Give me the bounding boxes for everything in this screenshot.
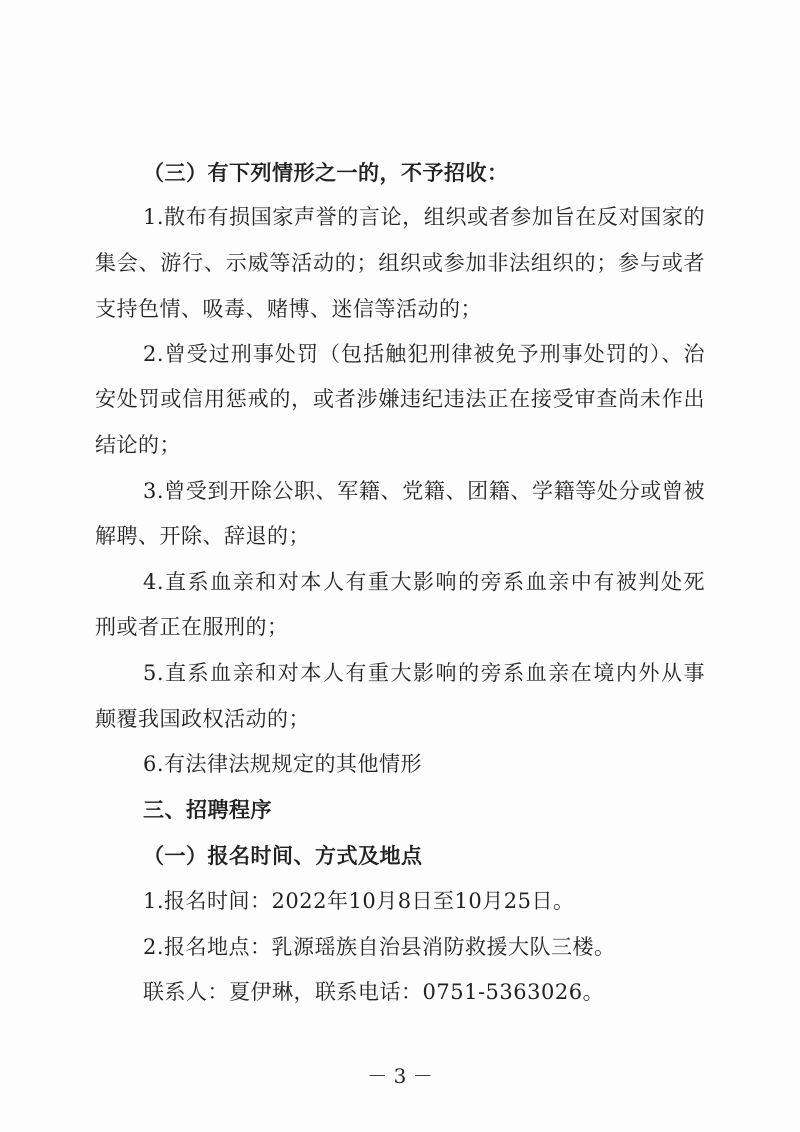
- text-line: 刑或者正在服刑的；: [95, 615, 289, 639]
- text-line: 安处罚或信用惩戒的，或者涉嫌违纪违法正在接受审查尚未作出: [95, 387, 705, 411]
- page-number: － 3 －: [367, 1064, 433, 1088]
- text-line: 颠覆我国政权活动的；: [95, 707, 310, 731]
- text-line: 1.散布有损国家声誉的言论，组织或者参加旨在反对国家的: [143, 205, 705, 229]
- text-line: 集会、游行、示威等活动的；组织或参加非法组织的；参与或者: [95, 251, 705, 275]
- text-line: （三）有下列情形之一的，不予招收：: [143, 161, 509, 185]
- text-line: 2.报名地点：乳源瑶族自治县消防救援大队三楼。: [143, 935, 616, 959]
- text-line: 解聘、开除、辞退的；: [95, 524, 310, 548]
- text-line: 1.报名时间：2022年10月8日至10月25日。: [143, 889, 575, 913]
- text-line: 2.曾受过刑事处罚（包括触犯刑律被免予刑事处罚的）、治: [143, 342, 705, 366]
- text-line: 结论的；: [95, 433, 181, 457]
- text-line: 3.曾受到开除公职、军籍、党籍、团籍、学籍等处分或曾被: [143, 479, 705, 503]
- text-line: （一）报名时间、方式及地点: [143, 844, 423, 868]
- text-line: 支持色情、吸毒、赌博、迷信等活动的；: [95, 297, 482, 321]
- text-line: 4.直系血亲和对本人有重大影响的旁系血亲中有被判处死: [143, 570, 705, 594]
- text-line: 三、招聘程序: [143, 798, 272, 822]
- text-line: 联系人：夏伊琳，联系电话：0751-5363026。: [143, 980, 605, 1004]
- text-line: 6.有法律法规规定的其他情形: [143, 752, 423, 776]
- text-line: 5.直系血亲和对本人有重大影响的旁系血亲在境内外从事: [143, 661, 705, 685]
